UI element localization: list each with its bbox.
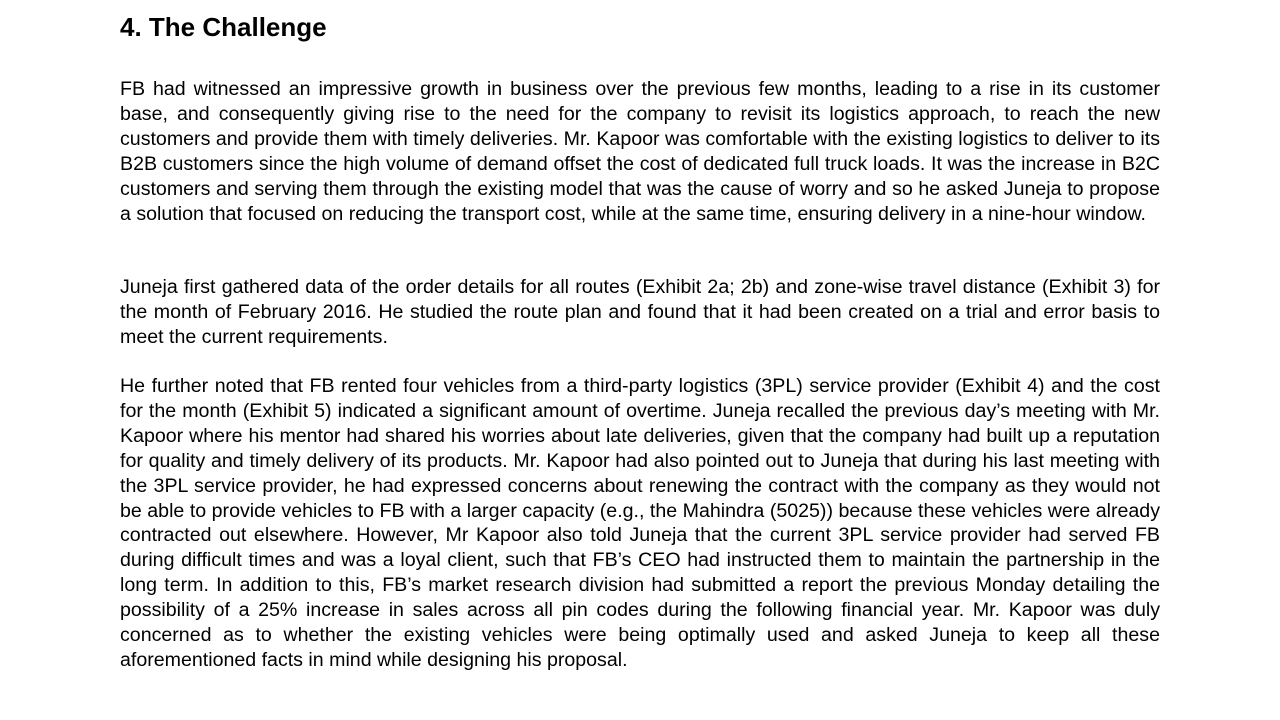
paragraph-3pl-concerns: He further noted that FB rented four vehicles from a third-party logistics (3PL) service provider (Exhibit 4) and the cost for the month (Exhibit 5) indicated a significant amount of overtime. Juneja recalled the previous day’s meeting with Mr. Kapoor where his mentor had shared his worries about late deliveries, given that the company had built up a reputation for quality and timely delivery of its products. Mr. Kapoor had also pointed out to Juneja that during his last meeting with the 3PL service provider, he had expressed concerns about renewing the contract with the company as they would not be able to provide vehicles to FB with a larger capacity (e.g., the Mahindra (5025)) because these vehicles were already contracted out elsewhere. However, Mr Kapoor also told Juneja that the current 3PL service provider had served FB during difficult times and was a loyal client, such that FB’s CEO had instructed them to maintain the partnership in the long term. In addition to this, FB’s market research division had submitted a report the previous Monday detailing the possibility of a 25% increase in sales across all pin codes during the following financial year. Mr. Kapoor was duly concerned as to whether the existing vehicles were being optimally used and asked Juneja to keep all these aforementioned facts in mind while designing his proposal. [120,375,1160,671]
section-heading: 4. The Challenge [120,12,327,42]
paragraph-growth: FB had witnessed an impressive growth in business over the previous few months, leading to a rise in its customer base, and consequently giving rise to the need for the company to revisit its logistics approach, to reach the new customers and provide them with timely deliveries. Mr. Kapoor was comfortable with the existing logistics to deliver to its B2B customers since the high volume of demand offset the cost of dedicated full truck loads. It was the increase in B2C customers and serving them through the existing model that was the cause of worry and so he asked Juneja to propose a solution that focused on reducing the transport cost, while at the same time, ensuring delivery in a nine-hour window. [120,78,1160,225]
paragraph-data-gathering: Juneja first gathered data of the order details for all routes (Exhibit 2a; 2b) and zone-wise travel distance (Exhibit 3) for the month of February 2016. He studied the route plan and found that it had been created on a trial and error basis to meet the current requirements. [120,276,1160,348]
